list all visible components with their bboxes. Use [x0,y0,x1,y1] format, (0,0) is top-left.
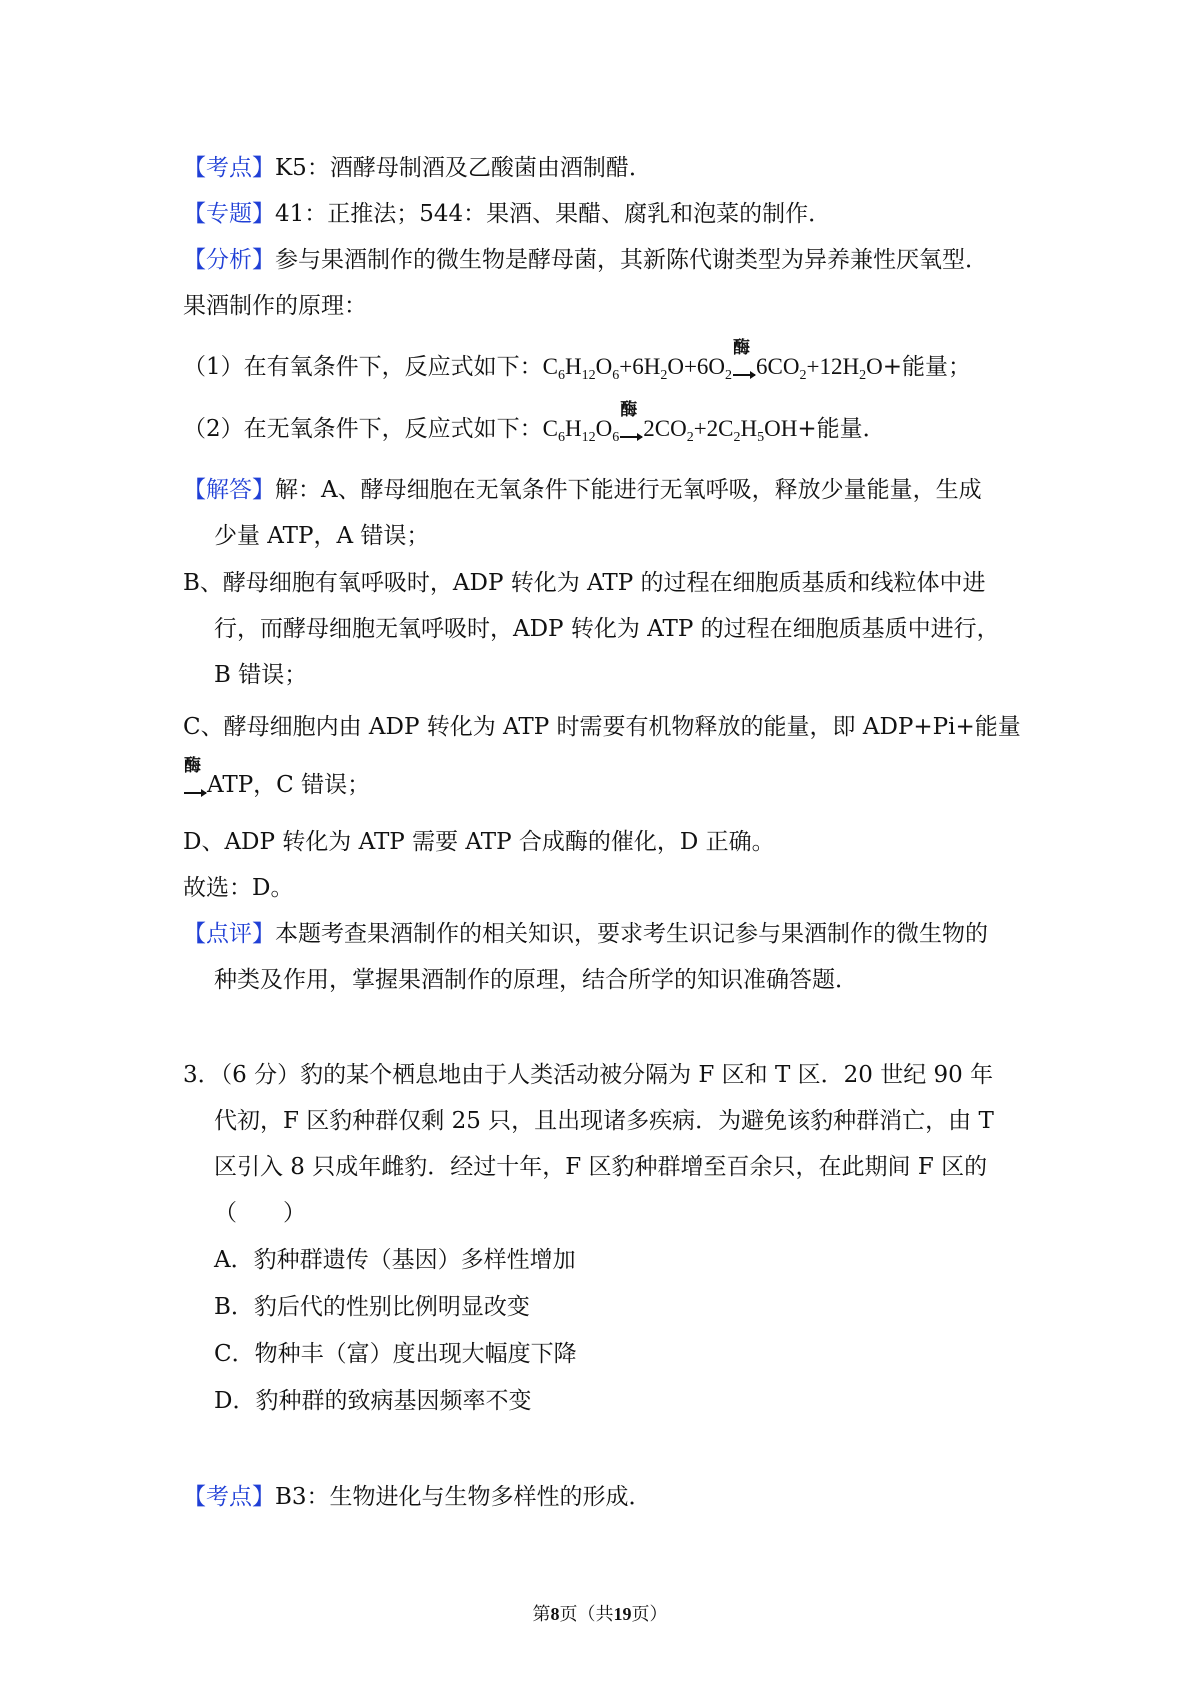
enzyme-arrow [733,338,755,382]
jieda-line-2: 少量 ATP，A 错误； [214,523,430,549]
dianping-tag: 【点评】 [183,921,275,947]
question-3-kaodian-text: B3：生物进化与生物多样性的形成． [275,1484,652,1510]
question-3-option-c: C．物种丰（富）度出现大幅度下降 [214,1341,577,1367]
arrow-icon [184,792,206,794]
option-c-line-2 [183,756,371,800]
fenxi-text: 参与果酒制作的微生物是酵母菌，其新陈代谢类型为异养兼性厌氧型． [275,247,988,273]
fenxi-line [183,245,988,275]
kaodian-tag: 【考点】 [183,155,275,181]
question-3-line-1: 3．（6 分）豹的某个栖息地由于人类活动被分隔为 F 区和 T 区．20 世纪 90 年 [183,1062,994,1088]
question-3-blank: （ ） [214,1200,306,1226]
equation-aerobic [183,338,971,383]
question-3-line-3: 区引入 8 只成年雌豹．经过十年，F 区豹种群增至百余只，在此期间 F 区的 [214,1154,988,1180]
jieda-tag: 【解答】 [183,477,275,503]
footer-total-pages: 19 [613,1604,632,1624]
eq2-formula-right: $2CO_2+2C_2H_5OH$ [643,416,798,445]
question-3-kaodian-line [183,1482,652,1512]
eq2-formula-left: $C_6H_{12}O_6$ [542,416,620,445]
question-3-option-a: A．豹种群遗传（基因）多样性增加 [214,1247,576,1273]
footer-pre: 第 [532,1604,551,1625]
eq1-prefix: （1）在有氧条件下，反应式如下： [183,354,543,380]
option-c-line-2-text: ATP，C 错误； [207,772,371,798]
footer-page-number: 8 [550,1604,560,1624]
question-3-kaodian-tag: 【考点】 [183,1484,275,1510]
enzyme-label: 酶 [620,400,638,420]
eq1-formula-right: $6CO_2+12H_2O$ [756,354,883,383]
page-footer [0,1600,1200,1626]
fenxi-tag: 【分析】 [183,247,275,273]
option-c-line-1: C、酵母细胞内由 ADP 转化为 ATP 时需要有机物释放的能量，即 ADP+Pi+能量 [183,714,1021,740]
footer-mid: 页（共 [559,1604,614,1625]
enzyme-label: 酶 [184,756,201,776]
enzyme-arrow [184,756,206,800]
zhuanti-line [183,199,831,229]
enzyme-label: 酶 [733,338,751,358]
question-3-option-d: D．豹种群的致病基因频率不变 [214,1388,532,1414]
option-b-line-2: 行，而酵母细胞无氧呼吸时，ADP 转化为 ATP 的过程在细胞质基质中进行， [214,616,1000,642]
jieda-line [183,475,982,505]
jieda-text: 解：A、酵母细胞在无氧条件下能进行无氧呼吸，释放少量能量，生成 [275,477,982,503]
footer-post: 页） [631,1604,668,1625]
zhuanti-text: 41：正推法；544：果酒、果醋、腐乳和泡菜的制作． [275,201,832,227]
equation-anaerobic [183,400,886,445]
eq1-formula-left: $C_6H_{12}O_6+6H_2O+6O_2$ [542,354,733,383]
eq1-end: +能量； [882,354,971,380]
arrow-icon [733,374,755,376]
kaodian-line [183,153,652,183]
dianping-line [183,919,988,949]
option-d-line: D、ADP 转化为 ATP 需要 ATP 合成酶的催化，D 正确。 [183,829,775,855]
eq2-end: +能量． [797,416,886,442]
fenxi-line-2: 果酒制作的原理： [183,293,367,319]
dianping-line-2: 种类及作用，掌握果酒制作的原理，结合所学的知识准确答题． [214,967,858,993]
kaodian-text: K5：酒酵母制酒及乙酸菌由酒制醋． [275,155,652,181]
option-b-line-3: B 错误； [214,662,308,688]
zhuanti-tag: 【专题】 [183,201,275,227]
question-3-option-b: B．豹后代的性别比例明显改变 [214,1294,530,1320]
enzyme-arrow [620,400,642,444]
option-b-line-1: B、酵母细胞有氧呼吸时，ADP 转化为 ATP 的过程在细胞质基质和线粒体中进 [183,570,986,596]
guxuan-line: 故选：D。 [183,875,294,901]
arrow-icon [620,436,642,438]
dianping-text: 本题考查果酒制作的相关知识，要求考生识记参与果酒制作的微生物的 [275,921,988,947]
eq2-prefix: （2）在无氧条件下，反应式如下： [183,416,543,442]
question-3-line-2: 代初，F 区豹种群仅剩 25 只，且出现诸多疾病．为避免该豹种群消亡，由 T [214,1108,994,1134]
